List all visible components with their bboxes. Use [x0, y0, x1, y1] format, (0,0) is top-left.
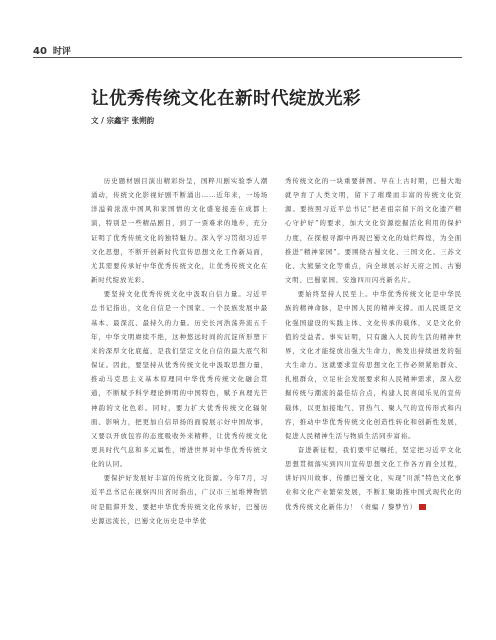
end-of-article-mark-icon	[419, 504, 426, 510]
section-label: 时评	[52, 47, 71, 57]
right-column	[285, 174, 462, 514]
paragraph: 要坚持文化优秀传统文化中汲取自信力量。习近平总书记指出，文化自信是一个国家、一个民族发展中最基本、最深沉、最持久的力量。历史长河浩荡奔流五千年，中华文明赓续不绝，这种悠远时间的沉淀所形塑下来的深厚文化底蕴，是我们坚定文化自信的最大底气和保证。因此，要坚持从优秀传统文化中汲取思想力量，推动马克思主义基本原理同中华优秀传统文化融会贯通，不断赋予科学理论鲜明的中国特色，赋予真理光芒神韵的文化色彩。同时，要力扩大优秀传统文化辐射面、影响力，把更加自信昂扬的面貌展示好中国故事，又要以开放包容的态度吸收外来精粹，让优秀传统文化更具时代气息和多元属性，增进世界对中华优秀传统文化的认同。	[91, 290, 268, 469]
closing-paragraph-text: 奋进新征程，我们要牢记嘱托，坚定把习近平文化思想贯彻落实到四川宣传思想文化工作各方面全过程，讲好四川故事、传播巴蜀文化，实现“川派”特色文化事业和文化产业繁荣发展，不断汇聚助推中国式现代化的优秀传统文化新伟力！（责编 / 黎梦竹）	[285, 445, 462, 511]
article-title: 让优秀传统文化在新时代绽放光彩	[91, 89, 361, 109]
paragraph: 历史题材剧目演出精彩纷呈，国粹川剧实验季人潮涌动，传统文化影视好剧不断涌出……近年来，一场场洋溢着浓浓中国风和家国情的文化盛宴接连在成都上演，特别是一些精品剧目，到了一票难求的地步，充分证明了优秀传统文化的独特魅力。深入学习贯彻习近平文化思想，不断开创新时代宣传思想文化工作新局面，尤其需要传承好中华优秀传统文化，让优秀传统文化在新时代绽放光彩。	[91, 177, 268, 285]
page-number: 40	[33, 46, 47, 57]
article-byline: 文 / 宗鑫宇 张朔韵	[91, 116, 155, 125]
paragraph-continued: 秀传统文化的一块重要拼图。早在上古时期，巴蜀大地就孕育了人类文明，留下了璀璨而丰富的传统文化资源。要按照习近平总书记“把老祖宗留下的文化遗产精心守护好”的要求，加大文化资源挖掘活化利用的保护力度，在探根寻源中再现巴蜀文化的灿烂辉煌，为全面推进“精神家园”。要围绕古蜀文化、三国文化、三苏文化、大熊猫文化等重点，向全球展示好天府之国、古蜀文明、巴蜀家园、安逸四川闪亮新名片。	[285, 177, 462, 285]
paragraph: 要保护好发展好丰富的传统文化资源。今年7月，习近平总书记在视察四川省时指出，广汉市三星堆博物馆时是阻滞开发、要把中华优秀传统文化传承好，巴蜀历史源远流长，巴蜀文化历史是中华优	[91, 474, 269, 525]
header-divider	[33, 57, 462, 58]
paragraph: 要始终坚持人民至上。中华优秀传统文化是中华民族的精神命脉，是中国人民的精神支撑。而人民既是文化强国建设的实践主体、文化传承的载体，又是文化价值的受益者。事实证明，只有融入人民的生活的精神世界，文化才能绽放出强大生命力，焕发出持续迸发的强大生命力。这就要求宣传思想文化工作必须紧贴群众、扎根群众，立足社会发展要求和人民精神需求，深入挖掘传统与潮流的最佳结合点，构建人民喜闻乐见的宣传载体，以更加接地气、冒热气、聚人气的宣传形式和内容，推动中华优秀传统文化创造性转化和创新性发展，促进人民精神生活与物质生活同步富裕。	[285, 290, 462, 440]
page-header	[33, 44, 71, 57]
left-column	[91, 174, 268, 528]
paragraph	[285, 443, 462, 514]
